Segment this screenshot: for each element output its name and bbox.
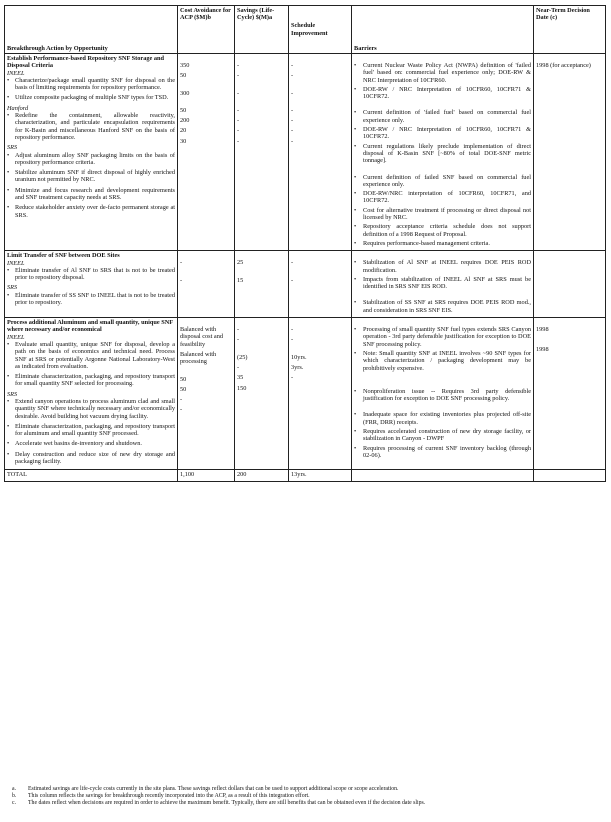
bullet-icon: • xyxy=(354,259,357,267)
cost-cell xyxy=(178,251,235,318)
site-spacer xyxy=(291,83,349,90)
action-cell xyxy=(5,318,178,470)
schedule-value: - xyxy=(291,89,294,97)
action-text: Extend canyon operations to process aluminum clad and small quantity SNF where technically necessary and/or economically desirable. Avoid building hot vacuum drying facility. xyxy=(15,397,175,420)
site-spacer xyxy=(180,55,232,62)
total-cost: 1,100 xyxy=(178,470,235,482)
barrier-text: Impacts from stabilization of INEEL Al SNF at SRS must be identified in SRS SNF EIS ROD. xyxy=(363,275,531,291)
action-text: Evaluate small quantity, unique SNF for disposal, develop a path on the basis of economics and technical need. Process SNF at SRS or potentially Argonne National Laboratory-West as indicated from evaluation. xyxy=(15,340,175,370)
site-spacer xyxy=(180,319,232,326)
site-label: INEEL xyxy=(7,333,25,341)
savings-value: - xyxy=(237,62,240,69)
schedule-value: - xyxy=(291,72,294,80)
cost-value: 50 xyxy=(180,106,187,114)
breakthrough-table xyxy=(4,5,606,482)
site-spacer xyxy=(291,252,349,259)
bullet-icon: • xyxy=(354,299,357,307)
barriers-cell xyxy=(352,54,534,251)
site-spacer xyxy=(354,381,531,388)
bullet-icon: • xyxy=(7,151,10,159)
savings-cell xyxy=(235,251,289,318)
site-spacer xyxy=(291,100,349,107)
action-text: Eliminate transfer of SS SNF to INEEL that is not to be treated prior to repository. xyxy=(15,291,175,307)
savings-value: 150 xyxy=(237,384,247,392)
schedule-value: - xyxy=(291,117,294,125)
action-text: Redefine the containment, allowable reactivity, characterization, and particulate encapsulation requirements for K-Basin and miscellaneous Hanford SNF on the basis of repository performance. xyxy=(15,112,175,141)
savings-value: - xyxy=(237,127,240,135)
cost-value: 350 xyxy=(180,62,190,69)
schedule-cell xyxy=(289,54,352,251)
cost-value: 50 xyxy=(180,375,187,383)
barrier-text: DOE-RW / NRC Interpretation of 10CFR60, 10CFR71 & 10CFR72. xyxy=(363,126,531,141)
bullet-icon: • xyxy=(354,62,357,69)
action-text: Eliminate characterization, packaging, and repository transport for aluminum and small quantity SNF processed. xyxy=(15,422,175,438)
cost-cell xyxy=(178,54,235,251)
cost-value: 300 xyxy=(180,89,190,97)
barrier-item xyxy=(354,428,531,443)
site-spacer xyxy=(291,347,349,354)
decision-value: 1998 xyxy=(536,326,549,334)
bullet-icon: • xyxy=(7,397,10,405)
barrier-item xyxy=(354,350,531,372)
header-barriers: Barriers xyxy=(352,6,534,54)
schedule-value: - xyxy=(291,106,294,114)
total-schedule: 13yrs. xyxy=(289,470,352,482)
bullet-icon: • xyxy=(7,340,10,348)
action-item xyxy=(7,373,175,388)
barrier-item xyxy=(354,190,531,205)
section-row xyxy=(5,54,606,251)
bullet-icon: • xyxy=(354,223,357,231)
action-text: Accelerate wet basins de-inventory and shutdown. xyxy=(15,440,142,448)
action-item xyxy=(7,187,175,202)
schedule-value: - xyxy=(291,259,294,267)
site-spacer xyxy=(237,319,286,326)
barrier-item xyxy=(354,326,531,348)
site-spacer xyxy=(291,319,349,326)
footnotes xyxy=(4,786,605,807)
site-spacer xyxy=(354,55,531,62)
bullet-icon: • xyxy=(7,94,10,102)
savings-value: 25 xyxy=(237,259,244,267)
cost-value: 50 xyxy=(180,385,187,393)
site-spacer xyxy=(180,270,232,277)
site-label: SRS xyxy=(7,284,18,292)
bullet-icon: • xyxy=(354,190,357,198)
savings-value: - xyxy=(237,72,240,80)
section-title: Limit Transfer of SNF between DOE Sites xyxy=(7,252,120,260)
action-item xyxy=(7,77,175,92)
barrier-text: Requires processing of current SNF inventory backlog (through 02-06). xyxy=(363,444,531,459)
bullet-icon: • xyxy=(354,173,357,181)
site-spacer xyxy=(180,252,232,259)
barrier-text: DOE-RW/NRC interpretation of 10CFR60, 10CFR71, and 10CFR72. xyxy=(363,190,531,205)
bullet-icon: • xyxy=(354,126,357,134)
barrier-item xyxy=(354,86,531,101)
bullet-icon: • xyxy=(354,444,357,452)
total-decision xyxy=(534,470,606,482)
footnote: c. The dates reflect when decisions are required in order to achieve the maximum benefit. Typically, there are still benefits that can be obtained even if the decision date slips. xyxy=(12,800,426,806)
barrier-item xyxy=(354,259,531,274)
barrier-text: Current regulations likely preclude implementation of direct disposal of K-Basin SNF [~80% of total DOE-SNF metric tonnage]. xyxy=(363,142,531,165)
schedule-value: - xyxy=(291,137,294,145)
barrier-item xyxy=(354,223,531,238)
cost-value: Balanced with processing xyxy=(180,350,217,366)
cost-value: Balanced with disposal cost and feasibility xyxy=(180,326,224,348)
barriers-cell xyxy=(352,318,534,470)
cost-value: 200 xyxy=(180,117,190,125)
cost-value: - xyxy=(180,259,183,267)
bullet-icon: • xyxy=(354,239,357,247)
action-item xyxy=(7,267,175,282)
cost-value: - xyxy=(180,276,183,284)
action-text: Adjust aluminum alloy SNF packaging limits on the basis of repository performance criteria. xyxy=(15,151,175,166)
schedule-value: - xyxy=(291,276,294,284)
section-row xyxy=(5,318,606,470)
section-row xyxy=(5,251,606,318)
site-spacer xyxy=(291,270,349,277)
action-item xyxy=(7,204,175,219)
cost-value: 50 xyxy=(180,72,187,80)
bullet-icon: • xyxy=(354,109,357,117)
header-savings: Savings (Life-Cycle) $(M)a xyxy=(235,6,289,54)
bullet-icon: • xyxy=(7,186,10,194)
section-title: Process additional Aluminum and small quantity, unique SNF where necessary and/or economical xyxy=(7,319,173,334)
bullet-icon: • xyxy=(354,387,357,395)
decision-value: 1998 xyxy=(536,346,549,354)
barrier-item xyxy=(354,240,531,247)
bullet-icon: • xyxy=(7,204,10,212)
action-item xyxy=(7,112,175,141)
cost-value: 30 xyxy=(180,137,187,145)
barrier-item xyxy=(354,143,531,165)
savings-value: 35 xyxy=(237,374,244,382)
barrier-text: Repository acceptance criteria schedule does not support definition of a 1998 Request of Proposal. xyxy=(363,223,531,238)
action-item xyxy=(7,451,175,466)
site-spacer xyxy=(536,319,603,326)
bullet-icon: • xyxy=(7,76,10,84)
site-label: INEEL xyxy=(7,259,25,267)
site-spacer xyxy=(237,83,286,90)
decision-value: 1998 (for acceptance) xyxy=(536,62,591,69)
savings-value: - xyxy=(237,117,240,125)
action-item xyxy=(7,440,175,447)
site-spacer xyxy=(180,369,232,376)
decision-cell xyxy=(534,318,606,470)
schedule-value: - xyxy=(291,374,294,382)
action-cell xyxy=(5,54,178,251)
action-item xyxy=(7,169,175,184)
site-spacer xyxy=(237,100,286,107)
bullet-icon: • xyxy=(7,291,10,299)
site-spacer xyxy=(536,336,603,343)
site-spacer xyxy=(354,292,531,299)
header-schedule: Schedule Improvement xyxy=(289,6,352,54)
total-row xyxy=(5,470,606,482)
bullet-icon: • xyxy=(354,411,357,419)
total-savings: 200 xyxy=(235,470,289,482)
bullet-icon: • xyxy=(354,206,357,214)
site-label: SRS xyxy=(7,144,18,152)
schedule-value: - xyxy=(291,326,294,334)
bullet-icon: • xyxy=(7,112,10,120)
barrier-spacer xyxy=(354,404,531,411)
site-spacer xyxy=(536,262,603,269)
barrier-text: Stabilization of SS SNF at SRS requires DOE PEIS ROD mod., and consideration in SRS SNF EIS. xyxy=(363,299,531,314)
site-spacer xyxy=(536,72,603,79)
barrier-text: Current Nuclear Waste Policy Act (NWPA) definition of 'failed fuel' based on: commercial fuel experience only; DOE-RW & NRC Interpretation of 10CFR60. xyxy=(363,62,531,84)
footnote: b. This column reflects the savings for breakthrough recently incorporated into the ACP, as a result of this integration effort. xyxy=(12,793,310,799)
footnote: a. Estimated savings are life-cycle costs currently in the site plans. These savings reflect dollars that can be used to support additional scope or scope acceleration. xyxy=(12,786,399,792)
header-row xyxy=(5,6,606,54)
action-text: Delay construction and reduce size of new dry storage and packaging facility. xyxy=(15,450,175,466)
barrier-text: Cost for alternative treatment if processing or direct disposal not licensed by NRC. xyxy=(363,206,531,222)
site-spacer xyxy=(354,319,531,326)
schedule-cell xyxy=(289,318,352,470)
bullet-icon: • xyxy=(354,427,357,435)
action-item xyxy=(7,152,175,167)
barrier-spacer xyxy=(354,374,531,381)
barrier-text: Stabilization of Al SNF at INEEL requires DOE PEIS ROD modification. xyxy=(363,259,531,274)
total-barriers xyxy=(352,470,534,482)
bullet-icon: • xyxy=(7,450,10,458)
action-text: Stabilize aluminum SNF if direct disposal of highly enriched uranium not permitted by NRC. xyxy=(15,169,175,184)
site-spacer xyxy=(354,102,531,109)
savings-value: - xyxy=(237,326,240,334)
action-text: Minimize and focus research and development requirements and SNF treatment capacity needs at SRS. xyxy=(15,186,175,202)
site-spacer xyxy=(291,55,349,62)
bullet-icon: • xyxy=(7,373,10,381)
action-text: Utilize composite packaging of multiple SNF types for TSD. xyxy=(15,94,169,102)
barrier-text: Requires performance-based management criteria. xyxy=(363,239,490,247)
bullet-icon: • xyxy=(354,349,357,357)
savings-value: - xyxy=(237,89,240,97)
barrier-text: Note: Small quantity SNF at INEEL involves ~90 SNF types for which characterization / packaging development may be prohibitively expensive. xyxy=(363,349,531,372)
header-cost: Cost Avoidance for ACP ($M)b xyxy=(178,6,235,54)
site-spacer xyxy=(237,55,286,62)
barrier-item xyxy=(354,109,531,124)
site-spacer xyxy=(354,167,531,174)
total-label: TOTAL xyxy=(5,470,178,482)
schedule-value: 10yrs. xyxy=(291,353,307,361)
savings-cell xyxy=(235,54,289,251)
cost-value: - xyxy=(180,396,183,404)
barrier-item xyxy=(354,299,531,314)
schedule-value: - xyxy=(291,127,294,135)
decision-cell xyxy=(534,251,606,318)
bullet-icon: • xyxy=(7,440,10,448)
savings-value: 15 xyxy=(237,276,244,284)
barrier-item xyxy=(354,207,531,222)
savings-value: (25) xyxy=(237,353,248,361)
barrier-text: DOE-RW / NRC Interpretation of 10CFR60, 10CFR71 & 10CFR72. xyxy=(363,85,531,101)
barrier-item xyxy=(354,276,531,291)
action-item xyxy=(7,398,175,420)
action-cell xyxy=(5,251,178,318)
barrier-item xyxy=(354,174,531,189)
barriers-cell xyxy=(352,251,534,318)
barrier-text: Nonproliferation issue -- Requires 3rd party defensible justification for exception to DOE SNF processing policy. xyxy=(363,387,531,403)
header-action: Breakthrough Action by Opportunity xyxy=(5,6,178,54)
site-label: SRS xyxy=(7,390,18,398)
savings-value: - xyxy=(237,106,240,114)
site-label: INEEL xyxy=(7,69,25,77)
bullet-icon: • xyxy=(354,275,357,283)
site-spacer xyxy=(237,347,286,354)
savings-cell xyxy=(235,318,289,470)
section-title: Establish Performance-based Repository SNF Storage and Disposal Criteria xyxy=(7,55,165,70)
action-text: Eliminate transfer of Al SNF to SRS that is not to be treated prior to repository disposal. xyxy=(15,266,175,282)
barrier-item xyxy=(354,411,531,426)
site-label: Hanford xyxy=(7,104,29,112)
cost-value: 20 xyxy=(180,127,187,135)
action-item xyxy=(7,292,175,307)
barrier-text: Requires accelerated construction of new dry storage facility, or stabilization in Canyon - DWPF xyxy=(363,427,531,443)
barrier-text: Current definition of 'failed fuel' based on commercial fuel experience only. xyxy=(363,109,531,124)
bullet-icon: • xyxy=(7,266,10,274)
barrier-item xyxy=(354,126,531,141)
site-spacer xyxy=(237,270,286,277)
site-spacer xyxy=(536,82,603,89)
site-spacer xyxy=(180,100,232,107)
site-spacer xyxy=(536,252,603,259)
header-decision: Near-Term Decision Date (c) xyxy=(534,6,606,54)
site-spacer xyxy=(237,252,286,259)
barrier-item xyxy=(354,62,531,84)
savings-value: - xyxy=(237,137,240,145)
schedule-value: 3yrs. xyxy=(291,363,304,371)
action-item xyxy=(7,94,175,101)
bullet-icon: • xyxy=(354,142,357,150)
bullet-icon: • xyxy=(7,169,10,177)
savings-value: - xyxy=(237,336,240,344)
bullet-icon: • xyxy=(7,422,10,430)
barrier-text: Current definition of failed SNF based on commercial fuel experience only. xyxy=(363,173,531,188)
barrier-item xyxy=(354,388,531,403)
cost-cell xyxy=(178,318,235,470)
savings-value: - xyxy=(237,363,240,371)
site-spacer xyxy=(180,83,232,90)
action-text: Reduce stakeholder anxiety over de-facto permanent storage at SRS. xyxy=(15,204,175,219)
barrier-text: Processing of small quantity SNF fuel types extends SRS Canyon operation - 3rd party defensible justification for exception to DOE SNF processing policy. xyxy=(363,326,531,348)
decision-cell xyxy=(534,54,606,251)
bullet-icon: • xyxy=(354,85,357,93)
action-item xyxy=(7,423,175,438)
action-text: Eliminate characterization, packaging, and repository transport for small quantity SNF selected for processing. xyxy=(15,373,175,388)
site-spacer xyxy=(536,55,603,62)
action-text: Characterize/package small quantity SNF for disposal on the basis of limiting requirements for repository performance. xyxy=(15,76,175,92)
bullet-icon: • xyxy=(354,326,357,334)
cost-value: - xyxy=(180,406,183,414)
schedule-cell xyxy=(289,251,352,318)
barrier-item xyxy=(354,445,531,460)
barrier-text: Inadequate space for existing inventories plus projected off-site (FRR, DRR) receipts. xyxy=(363,411,531,426)
schedule-value: - xyxy=(291,336,294,344)
action-item xyxy=(7,341,175,370)
schedule-value: - xyxy=(291,62,294,69)
site-spacer xyxy=(354,252,531,259)
